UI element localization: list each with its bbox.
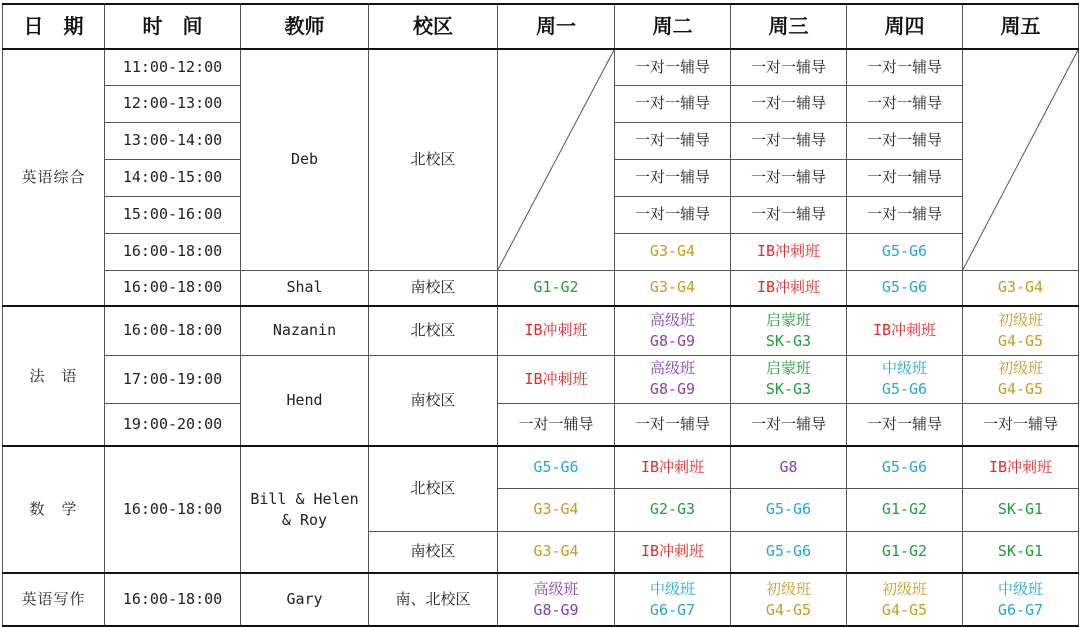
time-cell: 16:00-18:00 xyxy=(105,573,241,626)
header-time: 时 间 xyxy=(105,4,241,49)
campus-cell: 北校区 xyxy=(369,446,498,531)
schedule-cell: 启蒙班 SK-G3 xyxy=(731,306,847,355)
schedule-cell: 高级班 G8-G9 xyxy=(498,573,615,626)
subject-french: 法 语 xyxy=(3,306,105,446)
table-row xyxy=(3,270,1079,306)
schedule-cell: G3-G4 xyxy=(615,270,731,306)
schedule-cell: 初级班 G4-G5 xyxy=(963,306,1079,355)
time-cell: 11:00-12:00 xyxy=(105,49,241,85)
campus-cell: 南、北校区 xyxy=(369,573,498,626)
header-fri: 周五 xyxy=(963,4,1079,49)
campus-cell: 北校区 xyxy=(369,306,498,355)
schedule-cell: 一对一辅导 xyxy=(731,196,847,233)
schedule-cell: 一对一辅导 xyxy=(615,196,731,233)
time-cell: 17:00-19:00 xyxy=(105,355,241,403)
time-cell: 15:00-16:00 xyxy=(105,196,241,233)
schedule-cell: 一对一辅导 xyxy=(615,85,731,122)
header-wed: 周三 xyxy=(731,4,847,49)
schedule-cell: 启蒙班 SK-G3 xyxy=(731,355,847,403)
schedule-cell: 高级班 G8-G9 xyxy=(615,306,731,355)
time-cell: 16:00-18:00 xyxy=(105,233,241,270)
schedule-cell: 一对一辅导 xyxy=(615,403,731,446)
time-cell: 16:00-18:00 xyxy=(105,306,241,355)
header-row xyxy=(3,4,1079,49)
schedule-cell: 中级班 G5-G6 xyxy=(847,355,963,403)
teacher-cell: Bill & Helen & Roy xyxy=(241,446,369,573)
teacher-cell: Deb xyxy=(241,49,369,270)
teacher-cell: Shal xyxy=(241,270,369,306)
schedule-cell: IB冲刺班 xyxy=(731,233,847,270)
schedule-cell: G5-G6 xyxy=(847,233,963,270)
schedule-cell: G1-G2 xyxy=(498,270,615,306)
header-thu: 周四 xyxy=(847,4,963,49)
schedule-cell: SK-G1 xyxy=(963,488,1079,531)
schedule-cell: 一对一辅导 xyxy=(615,122,731,159)
schedule-cell: 一对一辅导 xyxy=(615,49,731,85)
schedule-cell: G2-G3 xyxy=(615,488,731,531)
header-campus: 校区 xyxy=(369,4,498,49)
schedule-cell: G5-G6 xyxy=(847,446,963,488)
schedule-cell: IB冲刺班 xyxy=(615,446,731,488)
subject-writing: 英语写作 xyxy=(3,573,105,626)
schedule-cell: 一对一辅导 xyxy=(498,403,615,446)
schedule-cell: 一对一辅导 xyxy=(847,49,963,85)
schedule-cell: 高级班 G8-G9 xyxy=(615,355,731,403)
schedule-cell: G5-G6 xyxy=(731,531,847,573)
table-row xyxy=(3,573,1079,626)
empty-fri-slash xyxy=(963,49,1079,270)
subject-math: 数 学 xyxy=(3,446,105,573)
schedule-cell: 一对一辅导 xyxy=(731,49,847,85)
table-row xyxy=(3,49,1079,85)
teacher-cell: Nazanin xyxy=(241,306,369,355)
subject-english: 英语综合 xyxy=(3,49,105,306)
schedule-cell: G1-G2 xyxy=(847,488,963,531)
schedule-cell: 一对一辅导 xyxy=(847,196,963,233)
schedule-table xyxy=(2,3,1079,627)
schedule-cell: G5-G6 xyxy=(847,270,963,306)
table-row xyxy=(3,306,1079,355)
schedule-cell: 一对一辅导 xyxy=(731,122,847,159)
schedule-cell: 一对一辅导 xyxy=(731,85,847,122)
header-teacher: 教师 xyxy=(241,4,369,49)
schedule-cell: 中级班 G6-G7 xyxy=(615,573,731,626)
time-cell: 14:00-15:00 xyxy=(105,159,241,196)
schedule-cell: 一对一辅导 xyxy=(731,159,847,196)
schedule-cell: 一对一辅导 xyxy=(963,403,1079,446)
schedule-cell: 一对一辅导 xyxy=(847,122,963,159)
schedule-cell: G8 xyxy=(731,446,847,488)
time-cell: 16:00-18:00 xyxy=(105,270,241,306)
campus-cell: 南校区 xyxy=(369,531,498,573)
time-cell: 13:00-14:00 xyxy=(105,122,241,159)
schedule-cell: G3-G4 xyxy=(498,531,615,573)
schedule-cell: G3-G4 xyxy=(498,488,615,531)
schedule-cell: G5-G6 xyxy=(498,446,615,488)
schedule-cell: 一对一辅导 xyxy=(847,159,963,196)
time-cell: 16:00-18:00 xyxy=(105,446,241,573)
schedule-cell: IB冲刺班 xyxy=(847,306,963,355)
diagonal-line xyxy=(963,50,1078,270)
schedule-cell: 初级班 G4-G5 xyxy=(963,355,1079,403)
campus-cell: 南校区 xyxy=(369,270,498,306)
header-mon: 周一 xyxy=(498,4,615,49)
schedule-cell: IB冲刺班 xyxy=(615,531,731,573)
teacher-cell: Hend xyxy=(241,355,369,446)
schedule-cell: 初级班 G4-G5 xyxy=(847,573,963,626)
schedule-cell: G3-G4 xyxy=(615,233,731,270)
table-row xyxy=(3,355,1079,403)
schedule-cell: 一对一辅导 xyxy=(731,403,847,446)
schedule-cell: 一对一辅导 xyxy=(847,85,963,122)
schedule-cell: 中级班 G6-G7 xyxy=(963,573,1079,626)
schedule-cell: 初级班 G4-G5 xyxy=(731,573,847,626)
header-date: 日 期 xyxy=(3,4,105,49)
campus-cell: 南校区 xyxy=(369,355,498,446)
empty-mon-slash xyxy=(498,49,615,270)
campus-cell: 北校区 xyxy=(369,49,498,270)
schedule-cell: 一对一辅导 xyxy=(615,159,731,196)
schedule-cell: SK-G1 xyxy=(963,531,1079,573)
schedule-cell: IB冲刺班 xyxy=(498,355,615,403)
time-cell: 12:00-13:00 xyxy=(105,85,241,122)
schedule-cell: IB冲刺班 xyxy=(731,270,847,306)
diagonal-line xyxy=(498,50,614,270)
table-row xyxy=(3,403,1079,446)
table-row xyxy=(3,446,1079,488)
schedule-cell: G3-G4 xyxy=(963,270,1079,306)
schedule-cell: 一对一辅导 xyxy=(847,403,963,446)
schedule-cell: G5-G6 xyxy=(731,488,847,531)
schedule-cell: IB冲刺班 xyxy=(963,446,1079,488)
schedule-cell: IB冲刺班 xyxy=(498,306,615,355)
teacher-cell: Gary xyxy=(241,573,369,626)
time-cell: 19:00-20:00 xyxy=(105,403,241,446)
schedule-cell: G1-G2 xyxy=(847,531,963,573)
header-tue: 周二 xyxy=(615,4,731,49)
